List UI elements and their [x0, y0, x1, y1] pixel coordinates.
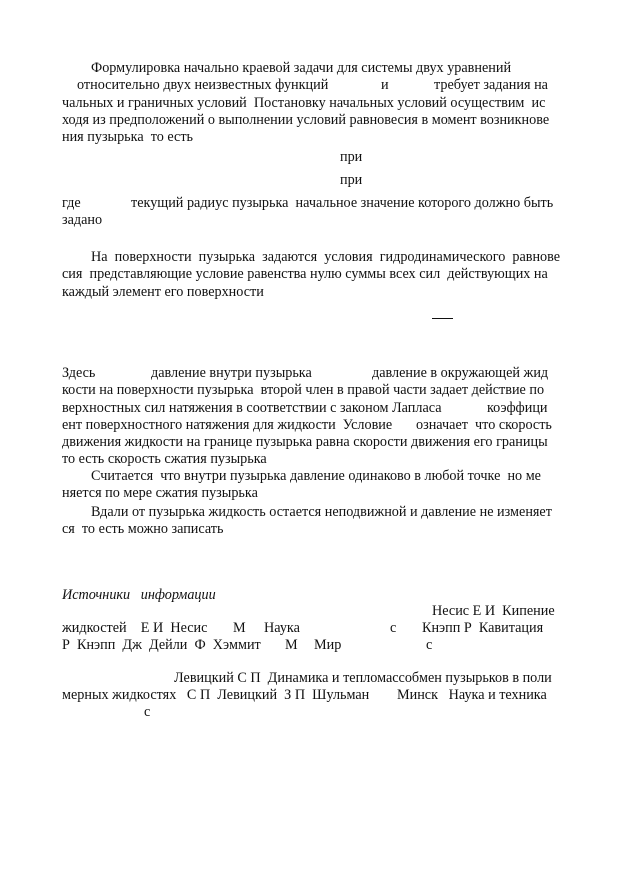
condition-at-1: при — [340, 149, 363, 165]
definition-text: текущий радиус пузырька начальное значение которого должно быть — [131, 195, 554, 211]
ref1-line2-c: Наука — [264, 620, 300, 636]
paragraph1-line5: ния пузырька то есть — [62, 129, 193, 145]
ref1-line2-d: с — [390, 620, 397, 636]
ref2-line2-b: Минск Наука и техника — [397, 687, 547, 703]
ref2-line3: с — [144, 704, 151, 720]
paragraph3-line4-b: означает что скорость — [416, 417, 552, 433]
paragraph2-line2: сия представляющие условие равенства нулю суммы всех сил действующих на — [62, 266, 548, 282]
paragraph5-line1: Вдали от пузырька жидкость остается неподвижной и давление не изменяет — [91, 504, 552, 520]
condition-at-2: при — [340, 172, 363, 188]
definition-where: где — [62, 195, 81, 211]
paragraph4-line1: Считается что внутри пузырька давление одинаково в любой точке но ме — [91, 468, 541, 484]
paragraph4-line2: няется по мере сжатия пузырька — [62, 485, 258, 501]
paragraph3-line4-a: ент поверхностного натяжения для жидкости Условие — [62, 417, 393, 433]
ref1-line2-a: жидкостей Е И Несис — [62, 620, 208, 636]
ref2-line2-a: мерных жидкостях С П Левицкий З П Шульман — [62, 687, 370, 703]
paragraph1-line4: ходя из предположений о выполнении условий равновесия в момент возникнове — [62, 112, 550, 128]
sources-heading: Источники информации — [62, 587, 216, 603]
paragraph3-line6: то есть скорость сжатия пузырька — [62, 451, 267, 467]
ref1-line3-c: Мир — [314, 637, 342, 653]
paragraph1-line2: относительно двух неизвестных функций — [77, 77, 329, 93]
paragraph1-line1: Формулировка начально краевой задачи для системы двух уравнений — [91, 60, 512, 76]
paragraph2-line1: На поверхности пузырька задаются условия гидродинамического равнове — [91, 249, 561, 265]
ref1-line2-e: Кнэпп Р Кавитация — [422, 620, 544, 636]
paragraph1-line2-and: и — [381, 77, 389, 93]
paragraph3-line1-b: давление внутри пузырька — [151, 365, 312, 381]
ref1-line3-d: с — [426, 637, 433, 653]
paragraph2-line3: каждый элемент его поверхности — [62, 284, 264, 300]
paragraph3-line1-c: давление в окружающей жид — [372, 365, 549, 381]
paragraph5-line2: ся то есть можно записать — [62, 521, 224, 537]
paragraph1-line2-end: требует задания на — [434, 77, 548, 93]
paragraph3-here: Здесь — [62, 365, 96, 381]
paragraph3-line5: движения жидкости на границе пузырька равна скорости движения его границы — [62, 434, 548, 450]
paragraph3-line3-b: коэффици — [487, 400, 548, 416]
ref1-line3-b: М — [285, 637, 298, 653]
ref1-line2-b: М — [233, 620, 246, 636]
ref1-line3-a: Р Кнэпп Дж Дейли Ф Хэммит — [62, 637, 261, 653]
paragraph1-line3: чальных и граничных условий Постановку начальных условий осуществим ис — [62, 95, 546, 111]
paragraph3-line2: кости на поверхности пузырька второй член в правой части задает действие по — [62, 382, 545, 398]
ref1-line1: Несис Е И Кипение — [432, 603, 555, 619]
definition-text-cont: задано — [62, 212, 103, 228]
fraction-bar — [432, 318, 453, 319]
paragraph3-line3-a: верхностных сил натяжения в соответствии с законом Лапласа — [62, 400, 442, 416]
ref2-line1: Левицкий С П Динамика и тепломассобмен пузырьков в поли — [174, 670, 552, 686]
